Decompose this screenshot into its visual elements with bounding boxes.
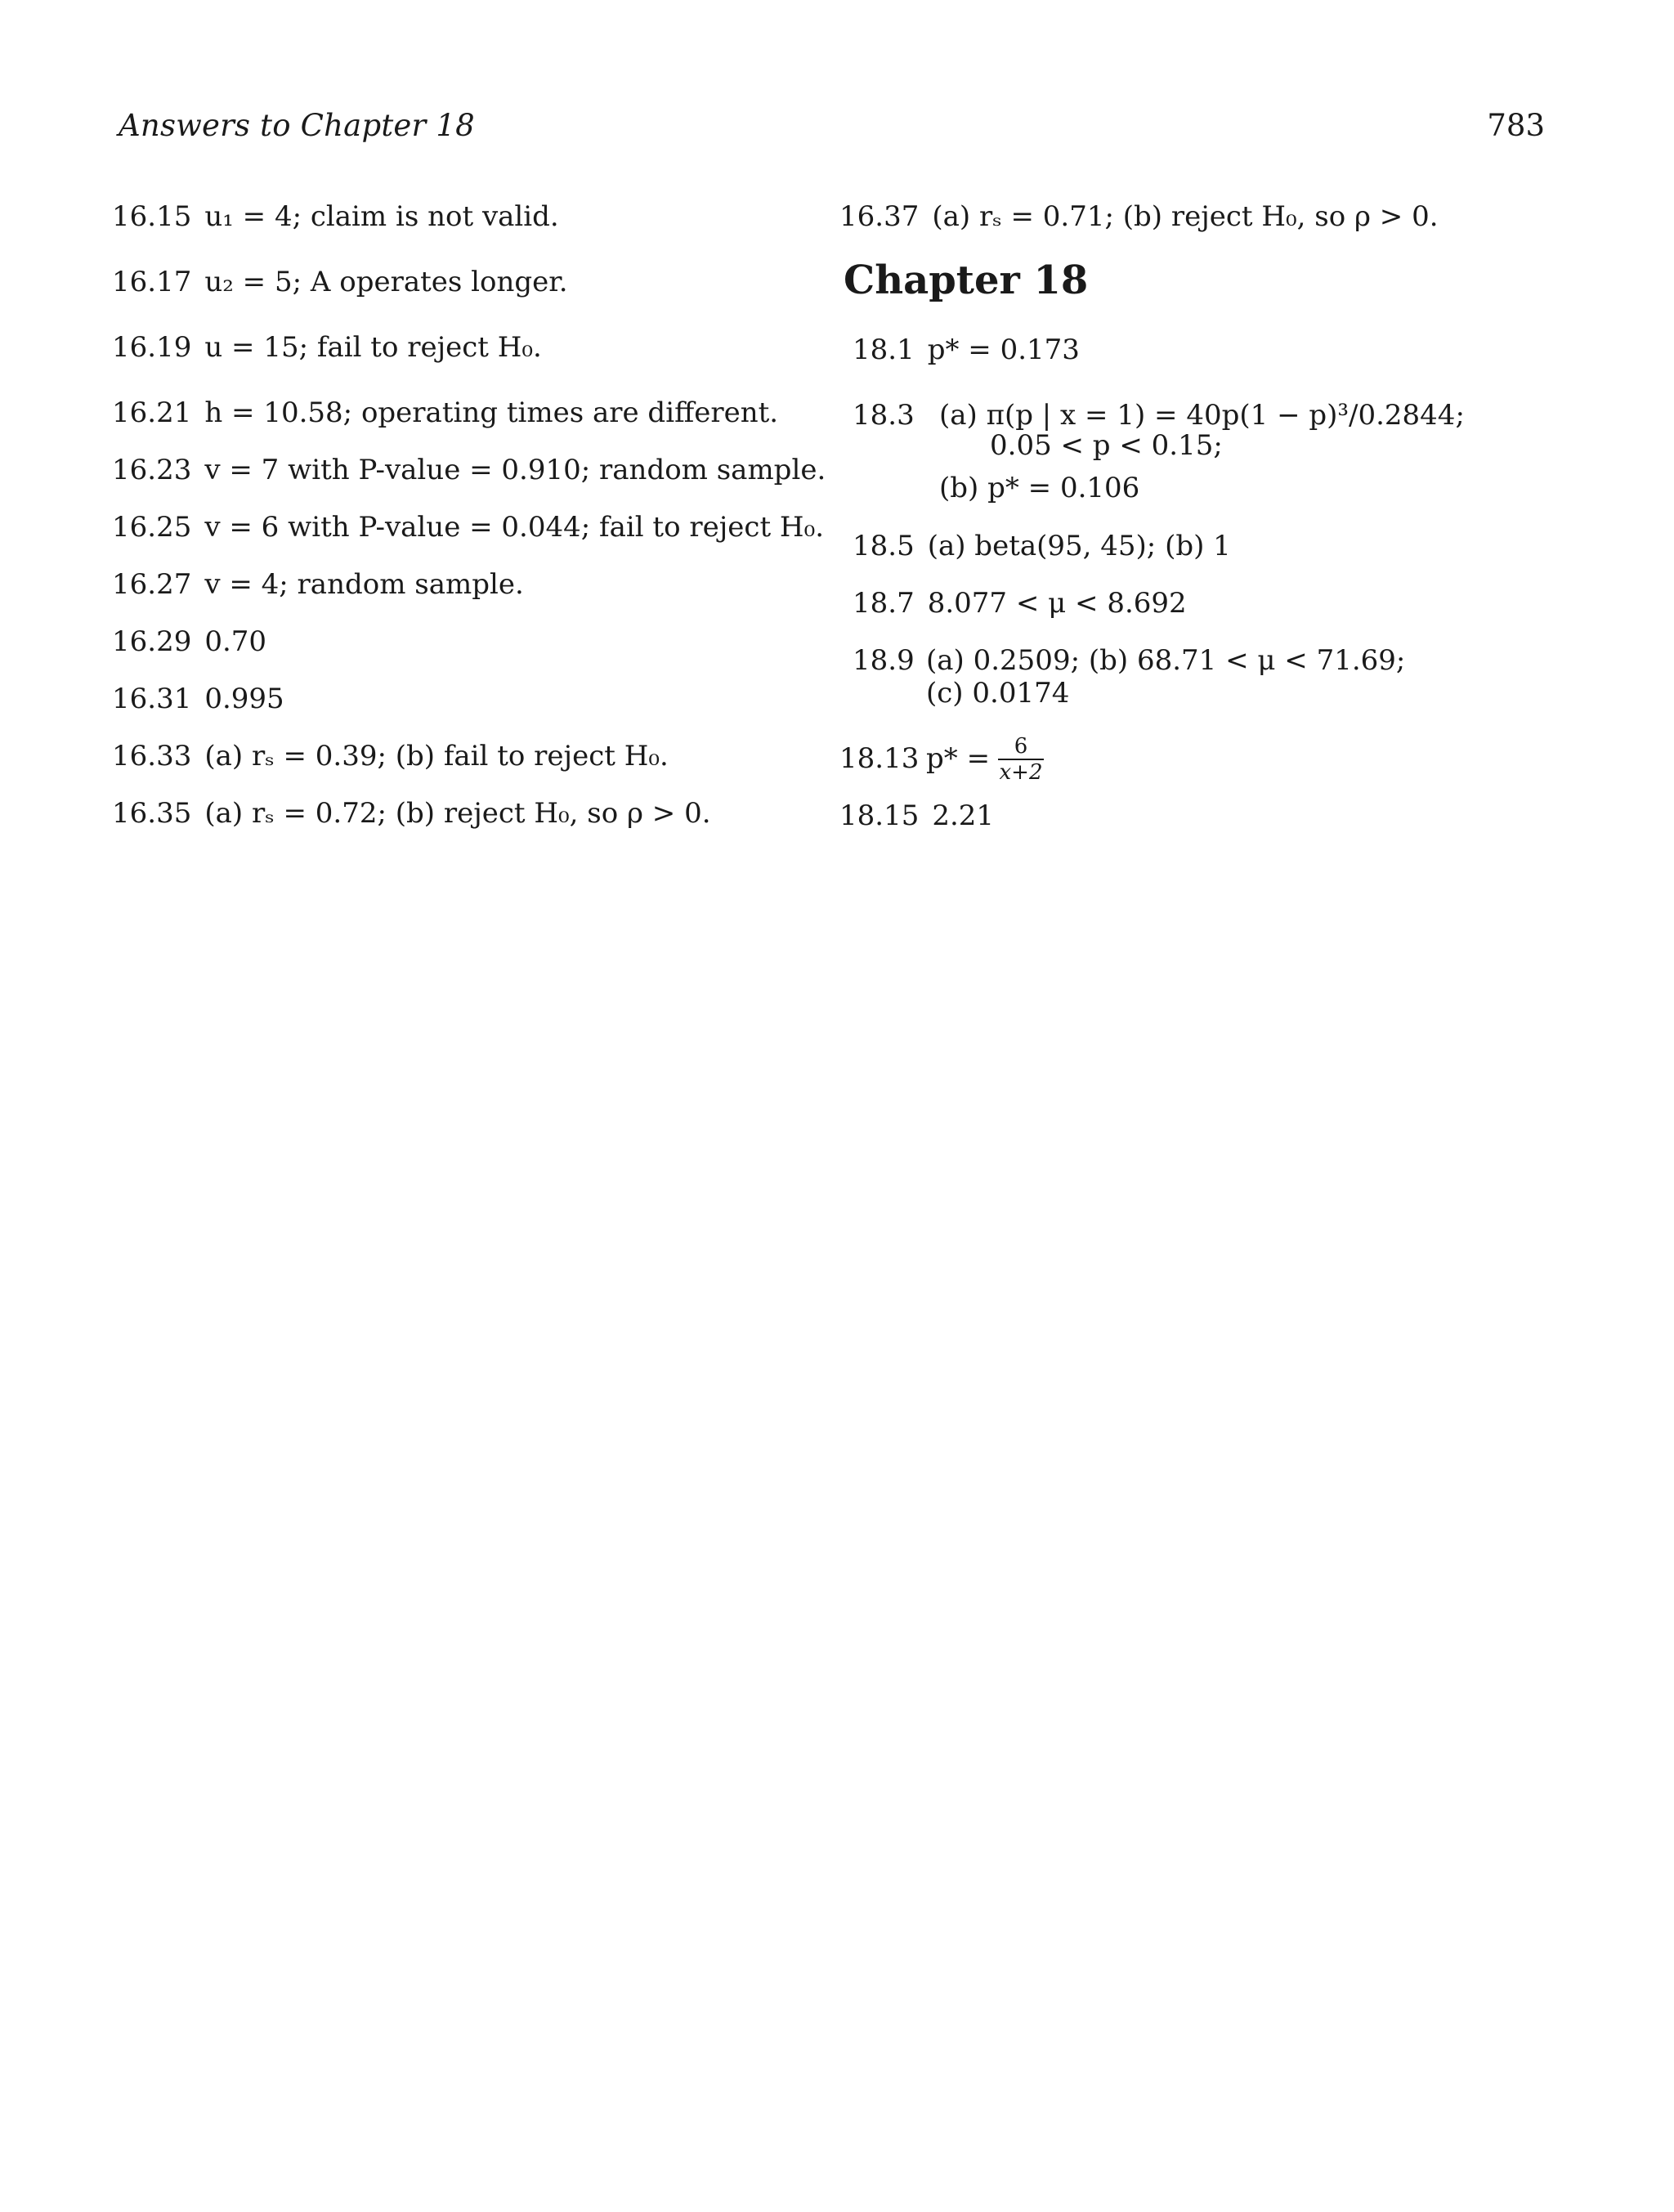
- exercise-number: 18.15: [839, 799, 920, 832]
- exercise-number: 18.3: [853, 399, 915, 432]
- exercise-answer: (a) rₛ = 0.72; (b) reject H₀, so ρ > 0.: [204, 797, 711, 830]
- exercise-answer-part-a-cont: 0.05 < p < 0.15;: [990, 429, 1223, 462]
- exercise-number: 16.17: [112, 266, 192, 298]
- exercise-answer: (a) 0.2509; (b) 68.71 < μ < 71.69;: [926, 644, 1406, 677]
- exercise-number: 16.25: [112, 511, 192, 544]
- exercise-answer: p* = 0.173: [927, 334, 1080, 366]
- exercise-answer: u₂ = 5; A operates longer.: [204, 266, 568, 298]
- page-number: 783: [1487, 108, 1545, 143]
- answer-entry: [112, 566, 524, 602]
- answer-entry: [839, 798, 994, 834]
- exercise-number: 16.33: [112, 740, 192, 772]
- exercise-number: 16.31: [112, 683, 192, 715]
- answer-entry: [853, 528, 1231, 564]
- exercise-answer-cont: (c) 0.0174: [926, 677, 1070, 710]
- exercise-number: 18.9: [853, 644, 915, 677]
- answer-entry: [112, 264, 568, 300]
- answer-entry: [853, 585, 1187, 621]
- exercise-answer: (a) beta(95, 45); (b) 1: [927, 530, 1231, 562]
- exercise-number: 18.13: [839, 742, 920, 775]
- exercise-number: 18.5: [853, 530, 915, 562]
- exercise-answer: (a) rₛ = 0.71; (b) reject H₀, so ρ > 0.: [932, 200, 1439, 233]
- exercise-number: 18.7: [853, 587, 915, 620]
- exercise-answer: h = 10.58; operating times are different.: [204, 396, 779, 429]
- exercise-answer: 0.995: [204, 683, 284, 715]
- exercise-answer: 8.077 < μ < 8.692: [927, 587, 1187, 620]
- exercise-answer-prefix: p* =: [926, 742, 991, 775]
- exercise-number: 16.15: [112, 200, 192, 233]
- fraction-numerator: 6: [1014, 734, 1028, 759]
- exercise-answer: u₁ = 4; claim is not valid.: [204, 200, 559, 233]
- answer-entry: [112, 199, 559, 235]
- answer-entry: [112, 795, 711, 831]
- exercise-number: 16.37: [839, 200, 920, 233]
- exercise-answer: v = 6 with P-value = 0.044; fail to reject H₀.: [204, 511, 825, 544]
- answer-entry: [839, 199, 1439, 235]
- answer-entry: [112, 738, 669, 774]
- exercise-answer: v = 7 with P-value = 0.910; random sample.: [204, 454, 826, 486]
- exercise-number: 16.27: [112, 568, 192, 601]
- answer-entry: [853, 332, 1080, 368]
- answer-entry: [112, 509, 824, 545]
- exercise-number: 16.35: [112, 797, 192, 830]
- answer-entry: [112, 624, 266, 660]
- exercise-number: 16.21: [112, 396, 192, 429]
- fraction-denominator: x+2: [999, 760, 1043, 785]
- exercise-answer: (a) rₛ = 0.39; (b) fail to reject H₀.: [204, 740, 669, 772]
- exercise-answer-part-b: (b) p* = 0.106: [939, 472, 1140, 504]
- exercise-answer: 0.70: [204, 625, 267, 658]
- exercise-number: 16.29: [112, 625, 192, 658]
- running-head: [119, 108, 1545, 149]
- exercise-answer: v = 4; random sample.: [204, 568, 524, 601]
- exercise-answer: u = 15; fail to reject H₀.: [204, 331, 542, 364]
- exercise-answer: 2.21: [932, 799, 995, 832]
- answer-entry: [112, 329, 542, 365]
- answer-entry: [112, 395, 778, 431]
- exercise-number: 16.19: [112, 331, 192, 364]
- answer-entry: [112, 452, 826, 488]
- running-title: Answers to Chapter 18: [119, 108, 475, 143]
- exercise-number: 16.23: [112, 454, 192, 486]
- fraction: [998, 735, 1044, 784]
- answer-entry: [112, 681, 284, 717]
- chapter-heading: Chapter 18: [844, 257, 1089, 303]
- exercise-number: 18.1: [853, 334, 915, 366]
- exercise-answer-part-a: (a) π(p | x = 1) = 40p(1 − p)³/0.2844;: [939, 399, 1465, 432]
